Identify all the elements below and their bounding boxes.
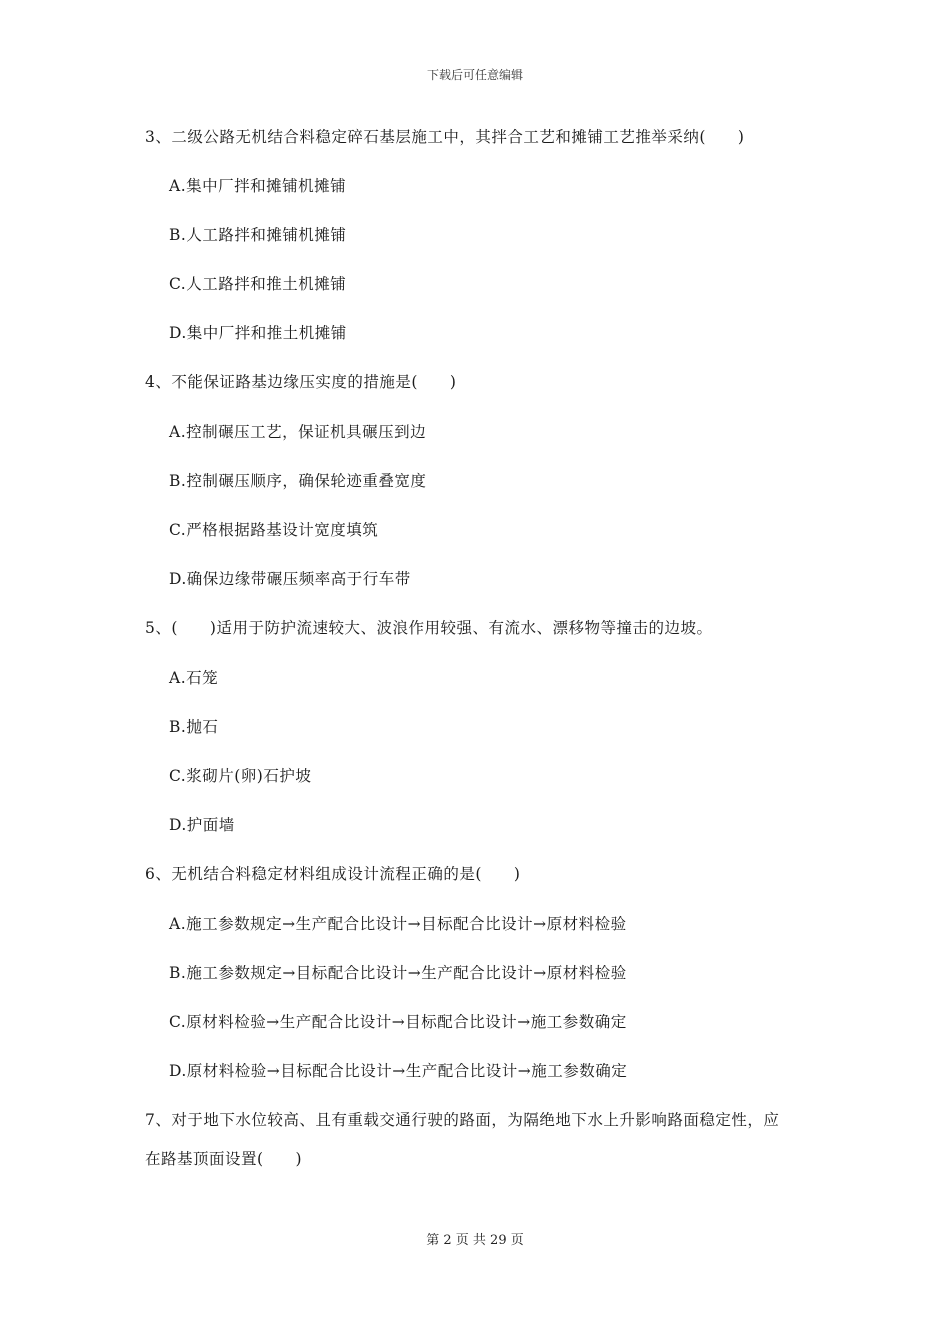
- question-3-stem: 3、二级公路无机结合料稳定碎石基层施工中，其拌合工艺和摊铺工艺推举采纳( ): [145, 128, 745, 146]
- question-6-option-a: A.施工参数规定→生产配合比设计→目标配合比设计→原材料检验: [169, 915, 627, 933]
- page-footer: 第 2 页 共 29 页: [426, 1233, 524, 1248]
- question-4-option-a: A.控制碾压工艺，保证机具碾压到边: [169, 423, 427, 441]
- question-3-option-c: C.人工路拌和推土机摊铺: [169, 275, 347, 293]
- question-3-option-d: D.集中厂拌和推土机摊铺: [169, 324, 347, 342]
- question-7-stem-line1: 7、对于地下水位较高、且有重载交通行驶的路面，为隔绝地下水上升影响路面稳定性，应: [145, 1111, 780, 1129]
- question-4-option-b: B.控制碾压顺序，确保轮迹重叠宽度: [169, 472, 427, 490]
- question-5-option-b: B.抛石: [169, 718, 219, 736]
- question-6-option-c: C.原材料检验→生产配合比设计→目标配合比设计→施工参数确定: [169, 1013, 627, 1031]
- question-7-stem-line2: 在路基顶面设置( ): [145, 1150, 303, 1168]
- question-3-option-a: A.集中厂拌和摊铺机摊铺: [169, 177, 347, 195]
- question-5-option-d: D.护面墙: [169, 816, 235, 834]
- question-3-option-b: B.人工路拌和摊铺机摊铺: [169, 226, 347, 244]
- question-6-option-b: B.施工参数规定→目标配合比设计→生产配合比设计→原材料检验: [169, 964, 627, 982]
- question-5-option-c: C.浆砌片(卵)石护坡: [169, 767, 312, 785]
- question-4-stem: 4、不能保证路基边缘压实度的措施是( ): [145, 373, 457, 391]
- question-4-option-c: C.严格根据路基设计宽度填筑: [169, 521, 379, 539]
- question-5-stem: 5、( )适用于防护流速较大、波浪作用较强、有流水、漂移物等撞击的边坡。: [145, 619, 713, 637]
- page-header: 下载后可任意编辑: [426, 68, 523, 82]
- question-6-option-d: D.原材料检验→目标配合比设计→生产配合比设计→施工参数确定: [169, 1062, 628, 1080]
- question-5-option-a: A.石笼: [169, 669, 219, 687]
- question-6-stem: 6、无机结合料稳定材料组成设计流程正确的是( ): [145, 865, 521, 883]
- question-4-option-d: D.确保边缘带碾压频率高于行车带: [169, 570, 411, 588]
